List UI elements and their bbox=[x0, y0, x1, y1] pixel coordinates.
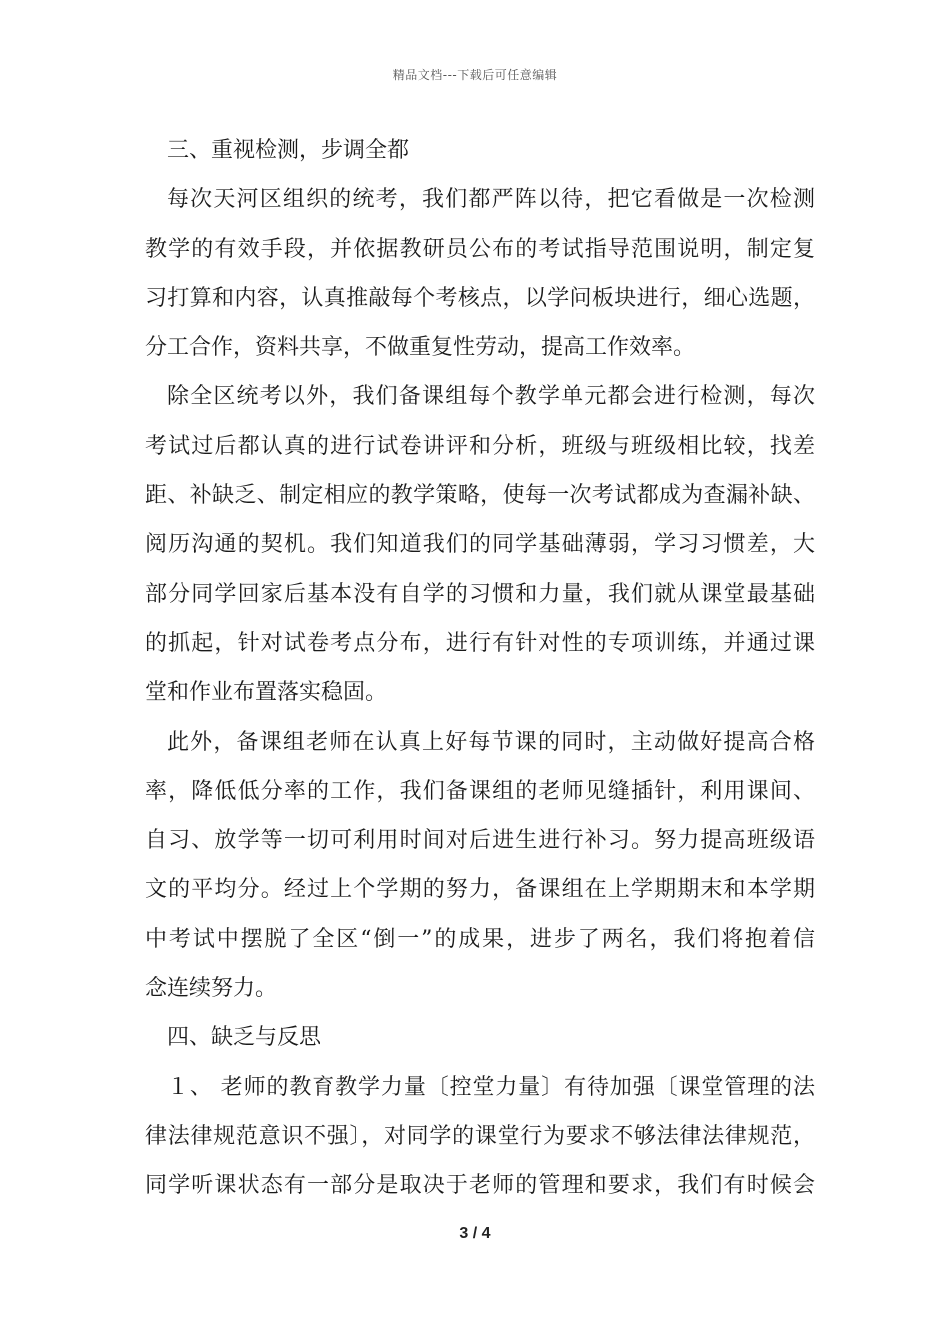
text-line: 阅历沟通的契机。我们知道我们的同学基础薄弱，学习习惯差，大 bbox=[145, 532, 815, 558]
text-line: １、 老师的教育教学力量〔控堂力量〕有待加强〔课堂管理的法 bbox=[167, 1074, 815, 1100]
text-line: 距、补缺乏、制定相应的教学策略，使每一次考试都成为查漏补缺、 bbox=[145, 483, 815, 509]
text-line: 同学听课状态有一部分是取决于老师的管理和要求，我们有时候会 bbox=[145, 1173, 815, 1199]
text-line: 率，降低低分率的工作，我们备课组的老师见缝插针，利用课间、 bbox=[145, 778, 815, 804]
text-line: 此外，备课组老师在认真上好每节课的同时，主动做好提高合格 bbox=[167, 729, 815, 755]
text-line: 律法律规范意识不强〕，对同学的课堂行为要求不够法律法律规范， bbox=[145, 1123, 815, 1149]
text-line: 三、重视检测，步调全都 bbox=[167, 138, 410, 163]
text-line: 除全区统考以外，我们备课组每个教学单元都会进行检测，每次 bbox=[167, 384, 815, 410]
text-line: 的抓起，针对试卷考点分布，进行有针对性的专项训练，并通过课 bbox=[145, 630, 815, 656]
text-line: 部分同学回家后基本没有自学的习惯和力量，我们就从课堂最基础 bbox=[145, 581, 815, 607]
text-line: 分工合作，资料共享，不做重复性劳动，提高工作效率。 bbox=[145, 335, 696, 361]
text-line: 教学的有效手段，并依据教研员公布的考试指导范围说明，制定复 bbox=[145, 236, 815, 262]
text-line: 习打算和内容，认真推敲每个考核点，以学问板块进行，细心选题， bbox=[145, 285, 815, 311]
body-text bbox=[145, 126, 815, 1211]
text-line: 念连续努力。 bbox=[145, 976, 278, 1002]
text-line: 自习、放学等一切可利用时间对后进生进行补习。努力提高班级语 bbox=[145, 828, 815, 854]
text-line: 考试过后都认真的进行试卷讲评和分析，班级与班级相比较，找差 bbox=[145, 433, 815, 459]
text-line: 文的平均分。经过上个学期的努力，备课组在上学期期末和本学期 bbox=[145, 877, 815, 903]
text-line: 堂和作业布置落实稳固。 bbox=[145, 680, 388, 706]
page-header: 精品文档---下载后可任意编辑 bbox=[392, 68, 558, 82]
text-line: 中考试中摆脱了全区“倒一”的成果，进步了两名，我们将抱着信 bbox=[145, 926, 815, 952]
text-line: 四、缺乏与反思 bbox=[167, 1025, 322, 1051]
page-number: 3 / 4 bbox=[459, 1225, 491, 1242]
text-line: 每次天河区组织的统考，我们都严阵以待，把它看做是一次检测 bbox=[167, 187, 815, 213]
